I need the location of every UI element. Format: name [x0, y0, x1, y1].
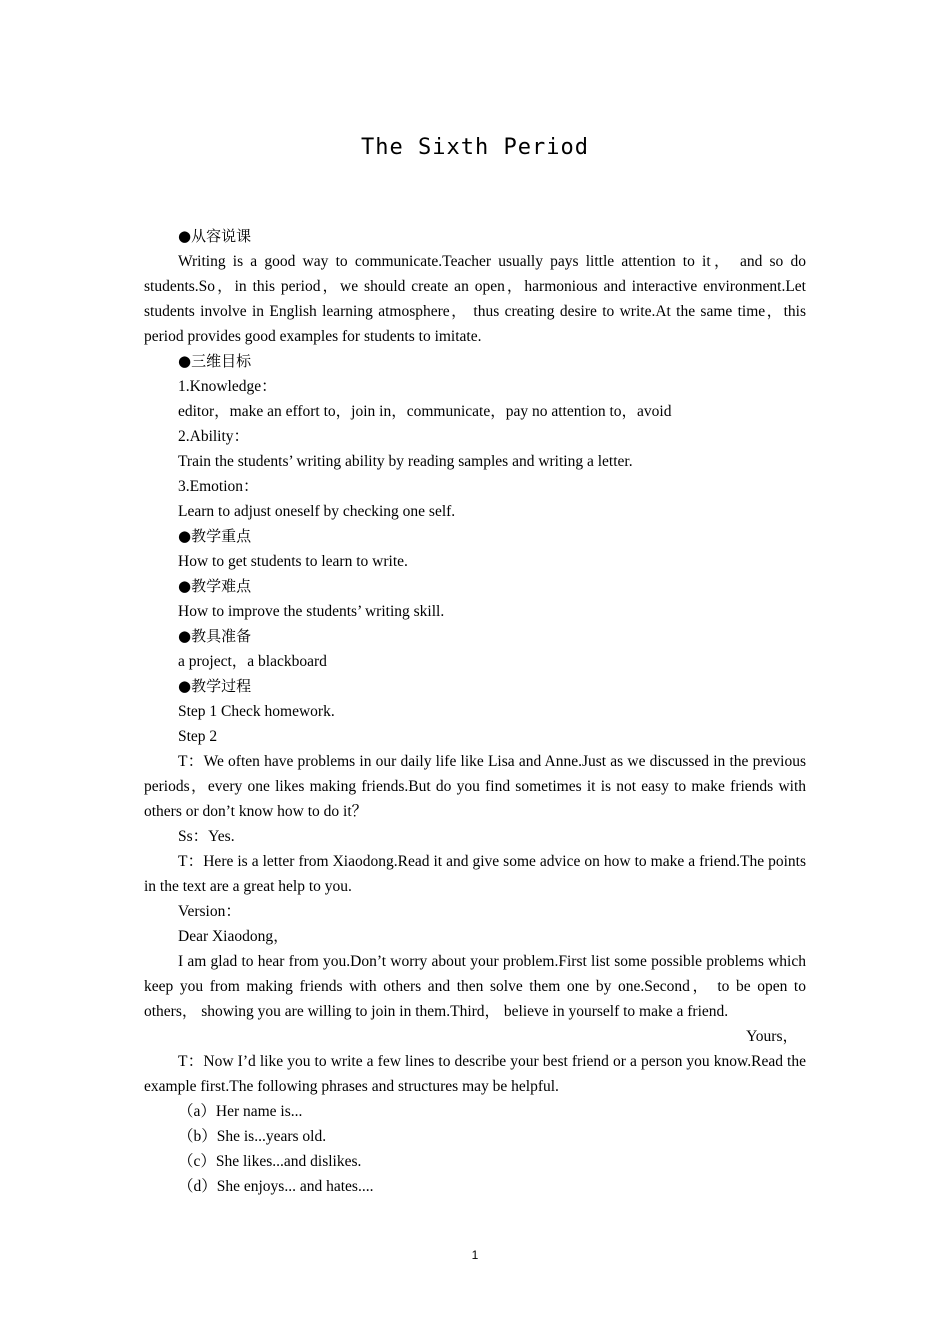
- section-heading-difficulties: ●教学难点: [178, 577, 252, 595]
- version-label: Version：: [178, 903, 241, 920]
- knowledge-text: editor，make an effort to，join in，communicate，pay no attention to，avoid: [178, 403, 672, 420]
- section-heading-objectives: ●三维目标: [178, 352, 252, 370]
- teacher-line-3: T：Now I’d like you to write a few lines to describe your best friend or a person you know.Read the example first.The following phrases and structures may be helpful.: [144, 1053, 806, 1095]
- key-point-text: How to get students to learn to write.: [178, 553, 408, 570]
- letter-body: I am glad to hear from you.Don’t worry about your problem.First list some possible problems which keep you from making friends with others and then solve them one by one.Second， to be open to others， showing you are willing to join in them.Third， believe in yourself to make a friend.: [144, 953, 806, 1020]
- ability-label: 2.Ability：: [178, 428, 250, 445]
- students-line: Ss：Yes.: [178, 828, 235, 845]
- section-heading-lecture: ●从容说课: [178, 227, 252, 245]
- document-body: [144, 224, 806, 1199]
- letter-closing: Yours，: [746, 1028, 798, 1045]
- page-number: 1: [471, 1248, 479, 1262]
- section-heading-process: ●教学过程: [178, 677, 252, 695]
- teacher-line-1: T：We often have problems in our daily life like Lisa and Anne.Just as we discussed in the previous periods，every one likes making friends.But do you find sometimes it is not easy to make friends with others or don’t know how to do it？: [144, 753, 806, 820]
- step2-text: Step 2: [178, 728, 218, 745]
- phrase-b: （b）She is...years old.: [178, 1128, 327, 1145]
- teacher-line-2: T：Here is a letter from Xiaodong.Read it and give some advice on how to make a friend.The points in the text are a great help to you.: [144, 853, 806, 895]
- letter-salutation: Dear Xiaodong，: [178, 928, 289, 945]
- intro-paragraph: Writing is a good way to communicate.Teacher usually pays little attention to it， and so do students.So，in this period，we should create an open，harmonious and interactive environment.Let students involve in English learning atmosphere， thus creating desire to write.At the same time，this period provides good examples for students to imitate.: [144, 253, 806, 345]
- phrase-d: （d）She enjoys... and hates....: [178, 1178, 374, 1195]
- phrase-c: （c）She likes...and dislikes.: [178, 1153, 362, 1170]
- section-heading-key-points: ●教学重点: [178, 527, 252, 545]
- emotion-text: Learn to adjust oneself by checking one self.: [178, 503, 456, 520]
- aids-text: a project，a blackboard: [178, 653, 327, 670]
- ability-text: Train the students’ writing ability by reading samples and writing a letter.: [178, 453, 633, 470]
- knowledge-label: 1.Knowledge：: [178, 378, 277, 395]
- step1-text: Step 1 Check homework.: [178, 703, 335, 720]
- section-heading-aids: ●教具准备: [178, 627, 252, 645]
- emotion-label: 3.Emotion：: [178, 478, 259, 495]
- page-title: The Sixth Period: [361, 135, 589, 160]
- phrase-a: （a）Her name is...: [178, 1103, 303, 1120]
- difficult-point-text: How to improve the students’ writing skill.: [178, 603, 445, 620]
